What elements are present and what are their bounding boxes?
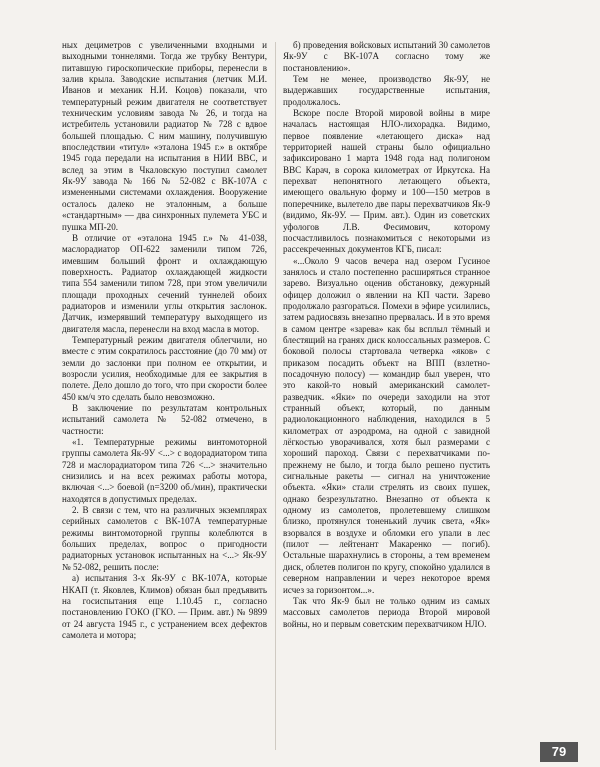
paragraph: В отличие от «эталона 1945 г.» № 41-038, маслорадиатор ОП-622 заменили типом 726, имевшим больший фронт и охлаждающую поверхность. Радиатор охлаждающей жидкости типа 554 заменили типом 728, при этом увеличили площади проходных сечений туннелей обоих радиаторов и изменили углы открытия заслонок. Датчик, измерявший температуру выходящего из двигателя масла, перенесли на вход масла в мотор. bbox=[62, 232, 267, 334]
paragraph: «1. Температурные режимы винтомоторной группы самолета Як-9У <...> с водорадиатором типа 728 и маслорадиатором типа 726 <...> значительно снизились и на всех режимах работы мотора, включая <...> боевой (n=3200 об./мин), практически находятся в допустимых пределах. bbox=[62, 437, 267, 504]
paragraph: 2. В связи с тем, что на различных экземплярах серийных самолетов с ВК-107А температурные режимы винтомоторной группы колеблются в больших пределах, вопрос о пригодности радиаторных установок испытанных на <...> Як-9У № 52-082, решить после: bbox=[62, 505, 267, 572]
paragraph: В заключение по результатам контрольных испытаний самолета № 52-082 отмечено, в частности: bbox=[62, 403, 267, 436]
column-divider bbox=[275, 42, 276, 750]
paragraph: а) испытания 3-х Як-9У с ВК-107А, которые НКАП (т. Яковлев, Климов) обязан был предъявить на госиспытания еще 1.10.45 г., согласно постановлению ГОКО (ГКО. — Прим. авт.) № 9899 от 24 августа 1945 г., с устранением всех дефектов самолета и мотора; bbox=[62, 573, 267, 640]
right-text-column bbox=[283, 40, 490, 630]
paragraph: Вскоре после Второй мировой войны в мире началась настоящая НЛО-лихорадка. Видимо, первое появление «летающего диска» над территорией нашей страны было официально зафиксировано 1 марта 1948 года над полигоном ВВС Карач, в сорока километрах от Иркутска. На перехват непонятного летающего объекта, имеющего овальную форму и 100—150 метров в поперечнике, вылетело две пары перехватчиков Як-9 (видимо, Як-9У. — Прим. авт.). Один из советских уфологов Л.В. Фесимович, которому посчастливилось познакомиться с некоторыми из рассекреченных документов КГБ, писал: bbox=[283, 108, 490, 255]
left-text-column bbox=[62, 40, 267, 641]
paragraph: Так что Як-9 был не только одним из самых массовых самолетов периода Второй мировой войны, но и первым советским перехватчиком НЛО. bbox=[283, 595, 490, 629]
paragraph: Тем не менее, производство Як-9У, не выдержавших государственные испытания, продолжалось. bbox=[283, 74, 490, 107]
paragraph: Температурный режим двигателя облегчили, но вместе с этим сократилось расстояние (до 70 мм) от земли до заслонки при полном ее открытии, и возросли усилия, необходимые для ее закрытия в полете. Дело дошло до того, что при скорости более 450 км/ч это сделать было невозможно. bbox=[62, 334, 267, 402]
paragraph: ных дециметров с увеличенными входными и выходными тоннелями. Тогда же трубку Вентури, питавшую гироскопические приборы, перенесли в залив крыла. Заводские испытания (летчик М.И. Иванов и механик Н.И. Коцов) показали, что температурный режим двигателя не соответствует техническим условиям завода № 26, и тогда на истребитель установили радиатор № 728 с вдвое большей площадью. С ним машину, получившую впоследствии «титул» «эталона 1945 г.» в октябре 1945 года передали на испытания в НИИ ВВС, и вслед за этим в Чкаловскую поступил самолет Як-9У завода № 166 № 52-082 с ВК-107А с измененными системами охлаждения. Вооружение осталось далеко не эталонным, а больше «стандартным» — два синхронных пулемета УБС и пушка МП-20. bbox=[62, 40, 267, 232]
paragraph: б) проведения войсковых испытаний 30 самолетов Як-9У с ВК-107А согласно тому же постановлению». bbox=[283, 40, 490, 73]
page-number: 79 bbox=[540, 742, 578, 762]
paragraph: «...Около 9 часов вечера над озером Гусиное занялось и стало постепенно расширяться странное зарево. Визуально оценив обстановку, дежурный офицер доложил о явлении на КП части. Зарево продолжало разгораться. Помехи в эфире усилились, затем радиосвязь внезапно прервалась. И в это время в самом центре «зарева» как бы всплыл тёмный и блестящий на гранях диск колоссальных размеров. С боковой полосы стартовала четверка «яков» с приказом посадить объект на ВПП (взлетно-посадочную полосу) — командир был уверен, что это какой-то новый американский самолет-разведчик. «Яки» по очереди заходили на этот странный объект, который, по данным радиолокационного наблюдения, находился в 5 километрах от аэродрома, на одной с завидной лёгкостью уворачивался, хотя был размерами с хороший пароход. Связи с перехватчиками по-прежнему не было, и тогда было решено пустить сигнальные ракеты — сигнал на уничтожение объекта. «Яки» стали стрелять из своих пушек, однако безрезультатно. Внезапно от объекта к одному из самолетов, пролетевшему слишком близко, протянулся тоненький лучик света, «Як» взорвался в воздухе и обломки его упали в лес (пилот — лейтенант Макаренко — погиб). Остальные шарахнулись в стороны, а тем временем диск, облетев полигон по кругу, спокойно удалился в северном направлении и через некоторое время исчез за горизонтом...». bbox=[283, 255, 490, 595]
